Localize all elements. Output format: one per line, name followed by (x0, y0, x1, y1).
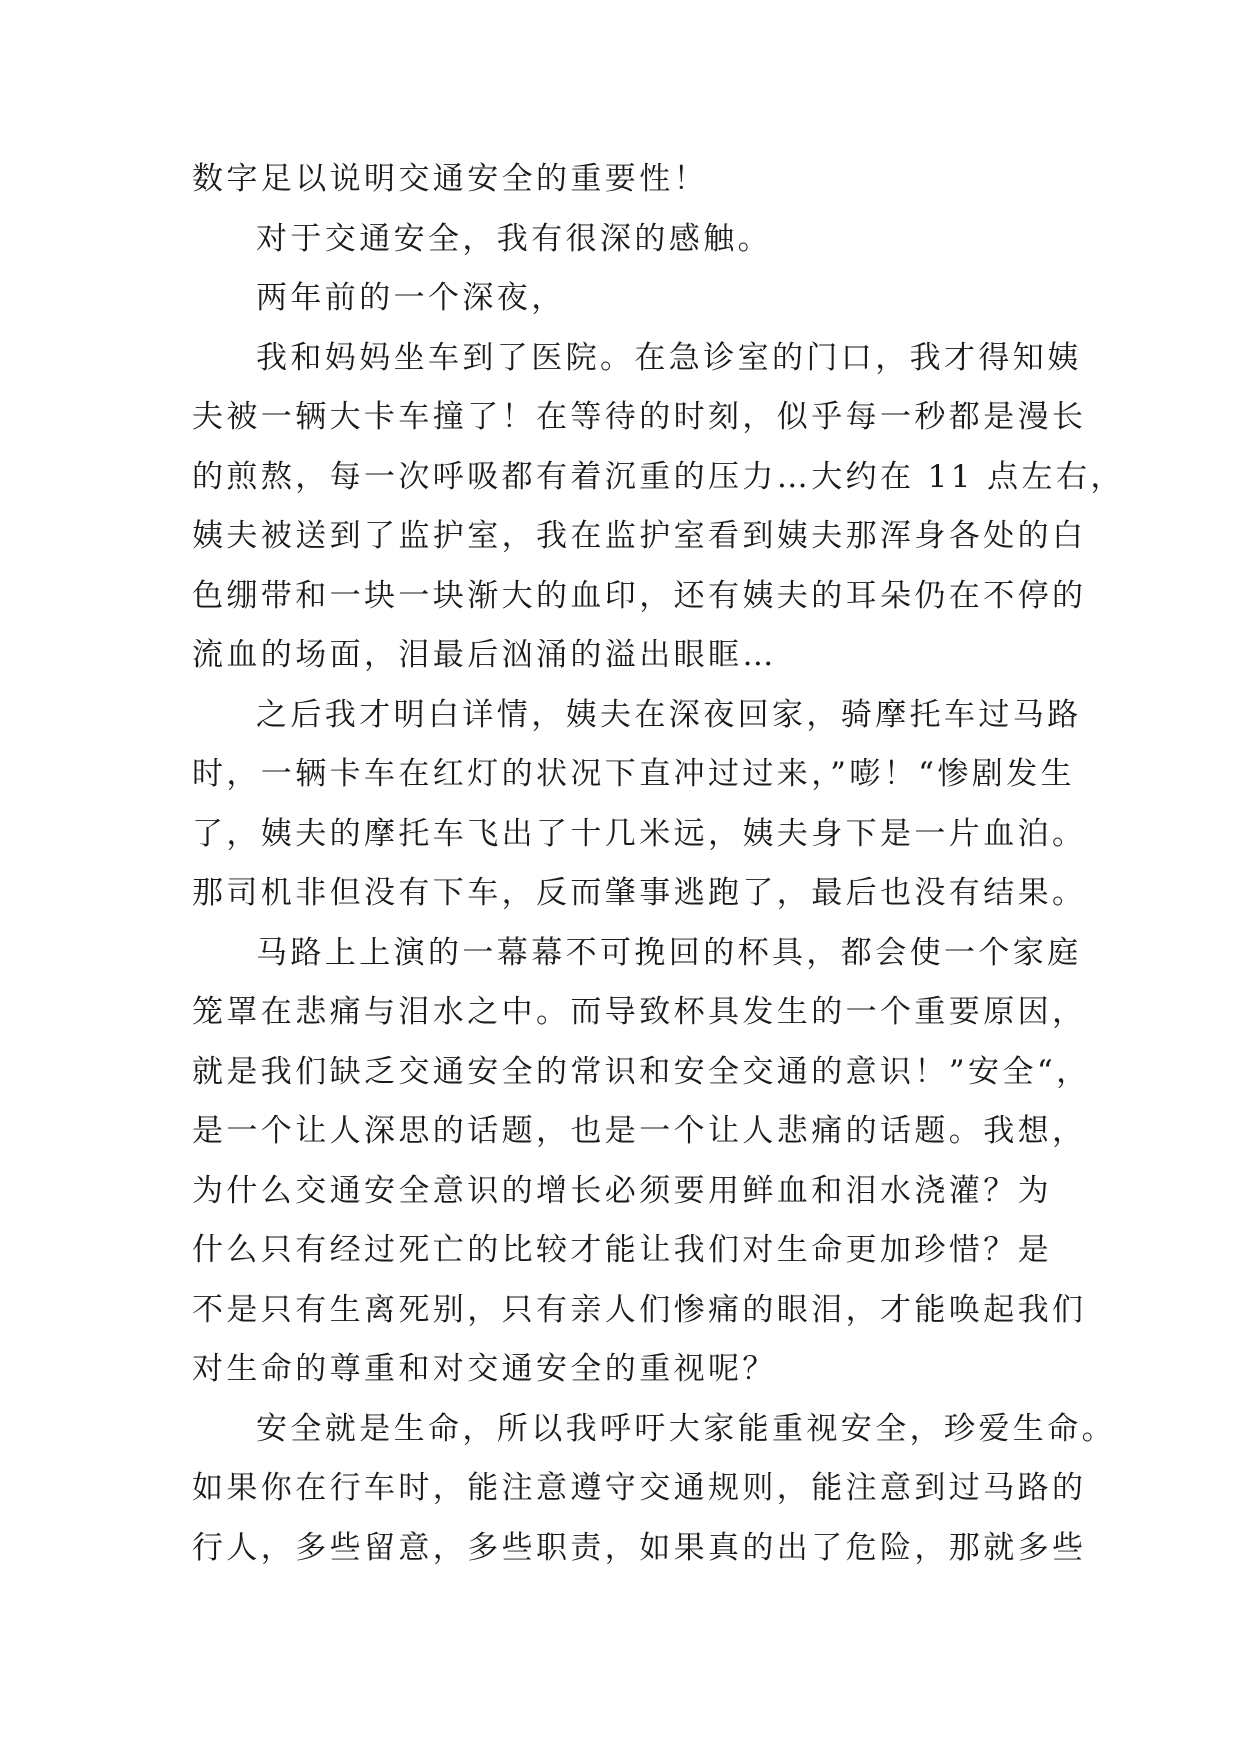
paragraph (192, 210, 1058, 270)
text-line: 如果你在行车时，能注意遵守交通规则，能注意到过马路的 (192, 1470, 1087, 1506)
text-line: 我和妈妈坐车到了医院。在急诊室的门口，我才得知姨 (256, 339, 1082, 376)
text-line: 流血的场面，泪最后汹涌的溢出眼眶… (192, 637, 777, 673)
paragraph (192, 686, 1087, 924)
text-line: 夫被一辆大卡车撞了！在等待的时刻，似乎每一秒都是漫长 (192, 399, 1087, 435)
text-line: 那司机非但没有下车，反而肇事逃跑了，最后也没有结果。 (192, 875, 1087, 911)
text-line: 就是我们缺乏交通安全的常识和安全交通的意识！”安全“， (192, 1053, 1091, 1090)
text-line: 马路上上演的一幕幕不可挽回的杯具，都会使一个家庭 (256, 934, 1082, 971)
text-line: 时，一辆卡车在红灯的状况下直冲过过来，”嘭！“惨剧发生 (192, 756, 1075, 792)
text-line: 为什么交通安全意识的增长必须要用鲜血和泪水浇灌？为 (192, 1172, 1052, 1209)
text-line: 数字足以说明交通安全的重要性！ (192, 161, 708, 197)
text-line: 什么只有经过死亡的比较才能让我们对生命更加珍惜？是 (192, 1232, 1052, 1268)
paragraph (192, 924, 1091, 1400)
text-line: 笼罩在悲痛与泪水之中。而导致杯具发生的一个重要原因， (192, 994, 1087, 1030)
text-line: 不是只有生离死别，只有亲人们惨痛的眼泪，才能唤起我们 (192, 1291, 1087, 1328)
text-line: 行人，多些留意，多些职责，如果真的出了危险，那就多些 (192, 1529, 1087, 1566)
text-line: 两年前的一个深夜， (256, 280, 566, 316)
paragraph (192, 1400, 1116, 1579)
text-line: 安全就是生命，所以我呼吁大家能重视安全，珍爱生命。 (256, 1410, 1116, 1447)
paragraph (192, 150, 1058, 210)
paragraph (192, 269, 1058, 329)
document-body (192, 150, 1125, 1578)
text-line: 对于交通安全，我有很深的感触。 (256, 220, 772, 257)
text-line: 的煎熬，每一次呼吸都有着沉重的压力…大约在 11 点左右， (192, 458, 1125, 495)
text-line: 色绷带和一块一块渐大的血印，还有姨夫的耳朵仍在不停的 (192, 577, 1087, 614)
text-line: 姨夫被送到了监护室，我在监护室看到姨夫那浑身各处的白 (192, 518, 1087, 554)
text-line: 对生命的尊重和对交通安全的重视呢？ (192, 1351, 777, 1387)
paragraph (192, 329, 1125, 686)
text-line: 是一个让人深思的话题，也是一个让人悲痛的话题。我想， (192, 1113, 1087, 1149)
text-line: 了，姨夫的摩托车飞出了十几米远，姨夫身下是一片血泊。 (192, 815, 1087, 852)
text-line: 之后我才明白详情，姨夫在深夜回家，骑摩托车过马路 (256, 696, 1082, 733)
